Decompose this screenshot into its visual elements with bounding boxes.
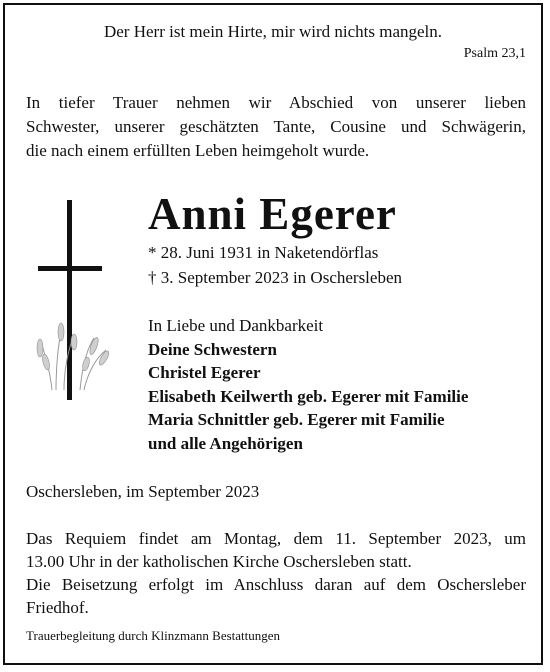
psalm-quote: Der Herr ist mein Hirte, mir wird nichts mangeln. (103, 22, 443, 41)
mourners-intro: In Liebe und Dankbarkeit (148, 316, 324, 335)
mourner-line: Deine Schwestern (148, 339, 277, 359)
service-line: Friedhof. (26, 598, 89, 617)
service-line: Das Requiem findet am Montag, dem 11. September 2023, um (26, 529, 526, 548)
psalm-reference: Psalm 23,1 (463, 46, 526, 61)
deceased-name: Anni Egerer (148, 189, 397, 239)
mourner-line: und alle Angehörigen (148, 433, 303, 453)
mourner-line: Christel Egerer (148, 363, 261, 382)
service-line: Die Beisetzung erfolgt im Anschluss daran auf dem Oschersleber (26, 575, 526, 594)
intro-line: die nach einem erfüllten Leben heimgeholt wurde. (26, 141, 370, 160)
undertaker-credit: Trauerbegleitung durch Klinzmann Bestattungen (26, 628, 281, 643)
place-date: Oschersleben, im September 2023 (26, 482, 260, 501)
service-info (26, 527, 526, 619)
intro-line: In tiefer Trauer nehmen wir Abschied von unserer lieben (26, 93, 526, 112)
cross-with-grain-icon (34, 200, 114, 400)
intro-line: Schwester, unserer geschätzten Tante, Cousine und Schwägerin, (26, 117, 526, 136)
service-line: 13.00 Uhr in der katholischen Kirche Oschersleben statt. (26, 552, 412, 571)
death-line: † 3. September 2023 in Oschersleben (148, 268, 402, 287)
mourner-line: Maria Schnittler geb. Egerer mit Familie (148, 410, 445, 429)
intro-text (26, 91, 526, 163)
mourners-block (148, 314, 468, 455)
mourner-line: Elisabeth Keilwerth geb. Egerer mit Familie (148, 386, 469, 406)
birth-line: * 28. Juni 1931 in Naketendörflas (148, 243, 379, 262)
